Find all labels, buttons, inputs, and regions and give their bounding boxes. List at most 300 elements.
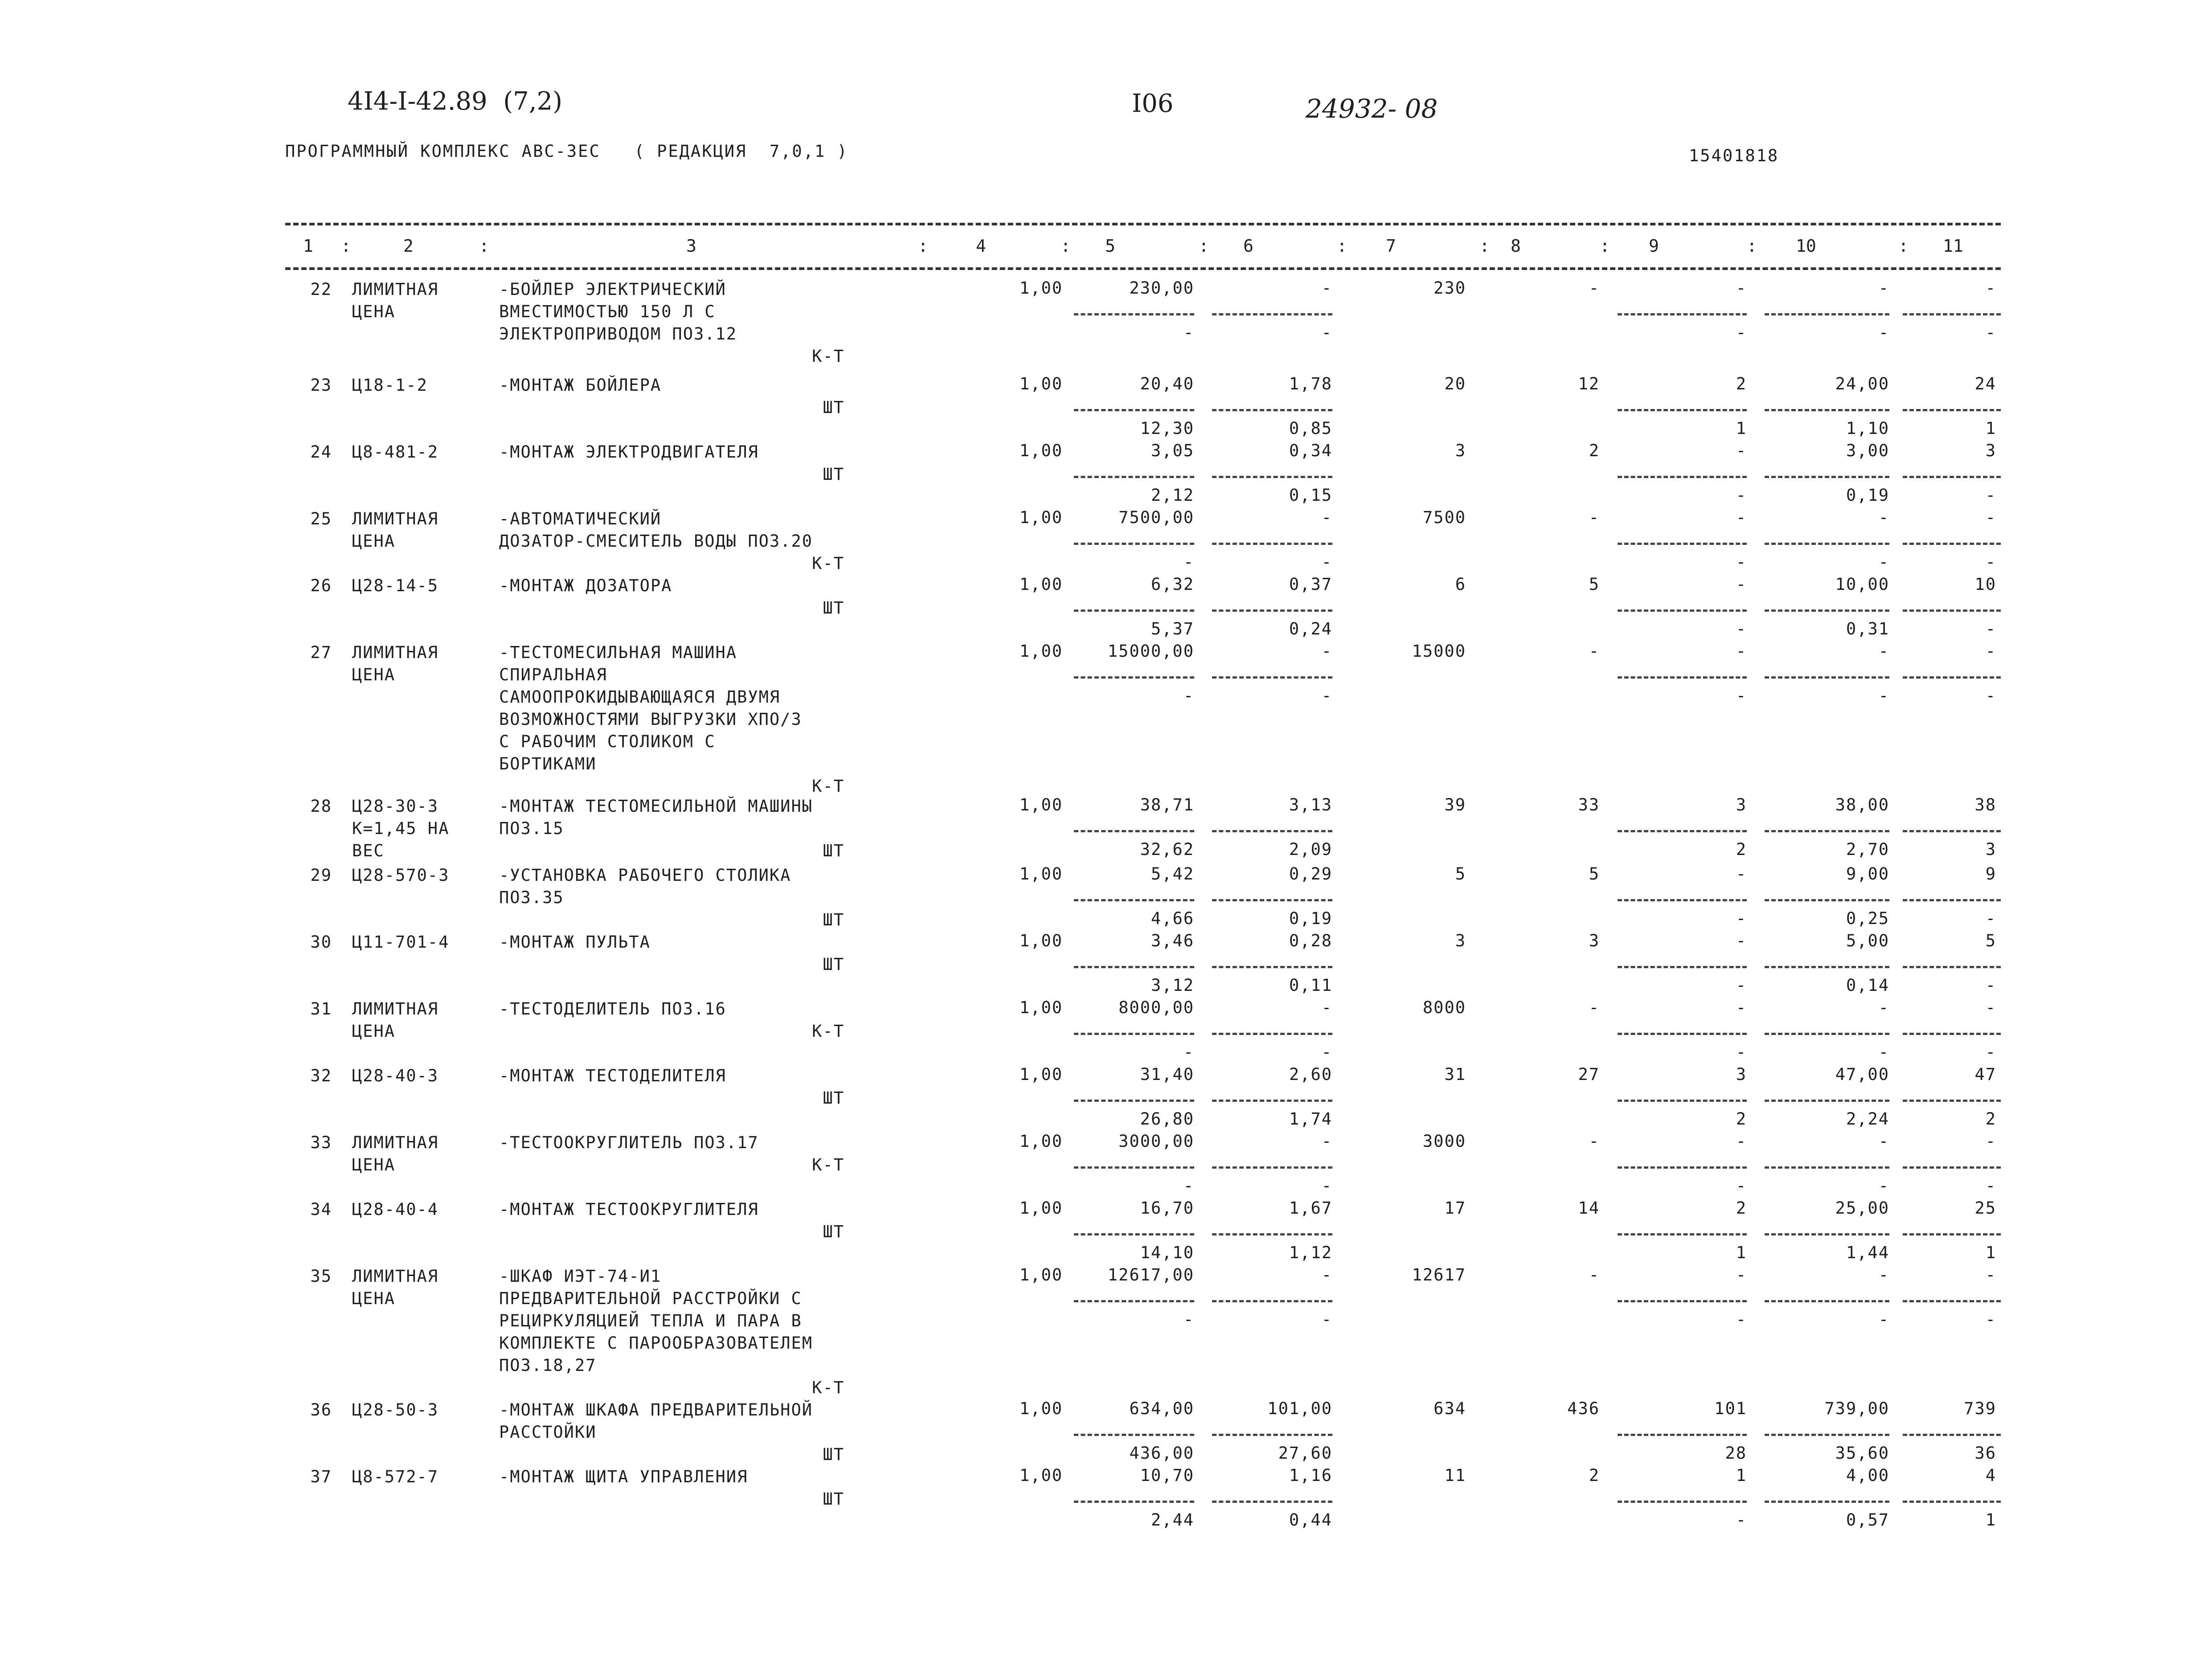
cell-col-10-sub: 1,44	[1846, 1243, 1889, 1262]
row-quantity: 1,00	[1019, 1466, 1063, 1485]
subtotal-rule	[1903, 966, 2001, 968]
cell-col-7: 6	[1455, 575, 1466, 594]
cell-col-10-sub: -	[1878, 686, 1889, 705]
table-header-rule	[285, 267, 2001, 270]
cell-col-7: 634	[1434, 1399, 1466, 1418]
cell-col-11: 47	[1974, 1065, 1996, 1084]
row-description: САМООПРОКИДЫВАЮЩАЯСЯ ДВУМЯ	[499, 687, 781, 707]
row-number: 31	[310, 999, 332, 1018]
column-header-7: 7	[1386, 236, 1396, 256]
cell-col-9: -	[1736, 1132, 1747, 1151]
cell-col-10-sub: 2,24	[1846, 1109, 1889, 1129]
subtotal-rule	[1903, 1300, 2001, 1302]
cell-col-6-sub: -	[1321, 1310, 1332, 1329]
subtotal-rule	[1765, 1166, 1889, 1169]
cell-col-5-sub: 32,62	[1140, 840, 1194, 859]
column-separator: :	[1747, 236, 1757, 256]
subtotal-rule	[1074, 1501, 1194, 1503]
cell-col-11-sub: -	[1985, 486, 1996, 505]
row-quantity: 1,00	[1019, 998, 1063, 1017]
cell-col-11-sub: 1	[1985, 1510, 1996, 1530]
cell-col-10-sub: -	[1878, 1176, 1889, 1195]
cell-col-10-sub: 2,70	[1846, 840, 1889, 859]
cell-col-9: -	[1736, 1265, 1747, 1284]
column-header-9: 9	[1649, 236, 1659, 256]
cell-col-6: -	[1321, 508, 1332, 527]
cell-col-9-sub: -	[1736, 323, 1747, 342]
row-number: 22	[310, 280, 332, 299]
cell-col-10: 25,00	[1835, 1198, 1889, 1218]
cell-col-5: 5,42	[1151, 864, 1194, 883]
cell-col-8: 5	[1589, 864, 1600, 883]
cell-col-11: -	[1985, 1265, 1996, 1284]
row-unit: К-Т	[812, 347, 844, 366]
row-number: 32	[310, 1066, 332, 1085]
row-unit: К-Т	[812, 777, 844, 796]
cell-col-10: -	[1878, 998, 1889, 1017]
cell-col-11: 739	[1964, 1399, 1996, 1418]
row-unit: ШТ	[823, 465, 844, 484]
cell-col-8: 2	[1589, 1466, 1600, 1485]
column-header-8: 8	[1511, 236, 1521, 256]
row-code: ВЕС	[352, 841, 385, 860]
cell-col-8: 33	[1578, 795, 1600, 814]
row-unit: К-Т	[812, 1022, 844, 1041]
cell-col-5: 7500,00	[1118, 508, 1194, 527]
cell-col-6-sub: -	[1321, 1043, 1332, 1062]
page-number: I06	[1132, 89, 1174, 118]
row-description: С РАБОЧИМ СТОЛИКОМ С	[499, 732, 716, 751]
row-code: ЦЕНА	[352, 665, 396, 684]
cell-col-9-sub: -	[1736, 1043, 1747, 1062]
cell-col-6: 2,60	[1289, 1065, 1332, 1084]
subtotal-rule	[1212, 543, 1332, 545]
row-description: РАССТОЙКИ	[499, 1423, 597, 1442]
cell-col-7: 230	[1434, 278, 1466, 298]
cell-col-8: 436	[1567, 1399, 1600, 1418]
cell-col-10-sub: 0,14	[1846, 976, 1889, 995]
cell-col-7: 17	[1444, 1198, 1466, 1218]
cell-col-5: 634,00	[1129, 1399, 1194, 1418]
cell-col-8: -	[1589, 1132, 1600, 1151]
cell-col-5-sub: 26,80	[1140, 1109, 1194, 1129]
row-number: 29	[310, 866, 332, 885]
row-unit: К-Т	[812, 1378, 844, 1397]
column-separator: :	[1898, 236, 1909, 256]
row-description: -МОНТАЖ ТЕСТОМЕСИЛЬНОЙ МАШИНЫ	[499, 797, 813, 816]
subtotal-rule	[1618, 409, 1747, 411]
subtotal-rule	[1212, 899, 1332, 901]
cell-col-9-sub: 2	[1736, 1109, 1747, 1129]
cell-col-10-sub: -	[1878, 552, 1889, 572]
row-number: 25	[310, 509, 332, 528]
cell-col-9: 3	[1736, 1065, 1747, 1084]
row-quantity: 1,00	[1019, 931, 1063, 950]
row-quantity: 1,00	[1019, 795, 1063, 814]
row-number: 35	[310, 1267, 332, 1286]
row-quantity: 1,00	[1019, 642, 1063, 661]
subtotal-rule	[1212, 1434, 1332, 1436]
column-separator: :	[1479, 236, 1490, 256]
row-quantity: 1,00	[1019, 575, 1063, 594]
cell-col-9: -	[1736, 998, 1747, 1017]
cell-col-9-sub: -	[1736, 619, 1747, 638]
cell-col-11: 3	[1985, 441, 1996, 460]
cell-col-5: 3,46	[1151, 931, 1194, 950]
row-description: -МОНТАЖ ШКАФА ПРЕДВАРИТЕЛЬНОЙ	[499, 1400, 813, 1419]
subtotal-rule	[1212, 676, 1332, 679]
cell-col-6-sub: -	[1321, 686, 1332, 705]
row-unit: ШТ	[823, 955, 844, 974]
subtotal-rule	[1903, 830, 2001, 832]
cell-col-5-sub: 5,37	[1151, 619, 1194, 638]
cell-col-10: 4,00	[1846, 1466, 1889, 1485]
cell-col-5-sub: 3,12	[1151, 976, 1194, 995]
row-code: Ц28-50-3	[352, 1400, 439, 1419]
cell-col-11: -	[1985, 508, 1996, 527]
cell-col-9: -	[1736, 278, 1747, 298]
row-unit: ШТ	[823, 398, 844, 417]
subtotal-rule	[1618, 1501, 1747, 1503]
cell-col-11: 38	[1974, 795, 1996, 814]
subtotal-rule	[1903, 1100, 2001, 1102]
cell-col-9: 2	[1736, 374, 1747, 393]
row-quantity: 1,00	[1019, 508, 1063, 527]
row-description: -МОНТАЖ БОЙЛЕРА	[499, 376, 662, 395]
cell-col-6: 1,78	[1289, 374, 1332, 393]
subtotal-rule	[1903, 476, 2001, 478]
cell-col-10: -	[1878, 1132, 1889, 1151]
cell-col-6-sub: 0,15	[1289, 486, 1332, 505]
subtotal-rule	[1618, 1100, 1747, 1102]
cell-col-11-sub: -	[1985, 619, 1996, 638]
row-code: ЛИМИТНАЯ	[352, 999, 439, 1018]
subtotal-rule	[1618, 1434, 1747, 1436]
cell-col-6-sub: 0,85	[1289, 419, 1332, 438]
subtotal-rule	[1074, 1100, 1194, 1102]
row-code: Ц28-40-3	[352, 1066, 439, 1085]
cell-col-9-sub: -	[1736, 486, 1747, 505]
column-separator: :	[1199, 236, 1209, 256]
subtotal-rule	[1765, 476, 1889, 478]
cell-col-10: 10,00	[1835, 575, 1889, 594]
subtotal-rule	[1618, 830, 1747, 832]
subtotal-rule	[1212, 966, 1332, 968]
subtotal-rule	[1765, 1434, 1889, 1436]
cell-col-9: 2	[1736, 1198, 1747, 1218]
cell-col-9: -	[1736, 441, 1747, 460]
row-description: ПОЗ.15	[499, 819, 564, 838]
cell-col-5: 12617,00	[1107, 1265, 1194, 1284]
cell-col-5: 3,05	[1151, 441, 1194, 460]
row-description: ВОЗМОЖНОСТЯМИ ВЫГРУЗКИ ХПО/3	[499, 710, 802, 729]
row-code: К=1,45 НА	[352, 819, 450, 838]
cell-col-6: -	[1321, 1132, 1332, 1151]
cell-col-9: 1	[1736, 1466, 1747, 1485]
row-description: -МОНТАЖ ДОЗАТОРА	[499, 576, 672, 595]
cell-col-9-sub: -	[1736, 1176, 1747, 1195]
cell-col-11-sub: 3	[1985, 840, 1996, 859]
row-description: ВМЕСТИМОСТЬЮ 150 Л С	[499, 302, 716, 321]
subtotal-rule	[1765, 1300, 1889, 1302]
subtotal-rule	[1212, 1501, 1332, 1503]
subtotal-rule	[1903, 1434, 2001, 1436]
row-quantity: 1,00	[1019, 374, 1063, 393]
row-code: Ц8-572-7	[352, 1467, 439, 1486]
cell-col-6: -	[1321, 1265, 1332, 1284]
cell-col-6: -	[1321, 642, 1332, 661]
row-unit: ШТ	[823, 910, 844, 929]
subtotal-rule	[1618, 1033, 1747, 1035]
subtotal-rule	[1765, 1233, 1889, 1235]
cell-col-9-sub: 2	[1736, 840, 1747, 859]
cell-col-9: -	[1736, 508, 1747, 527]
column-header-5: 5	[1105, 236, 1115, 256]
cell-col-6: -	[1321, 278, 1332, 298]
row-number: 37	[310, 1467, 332, 1486]
subtotal-rule	[1074, 899, 1194, 901]
subtotal-rule	[1212, 409, 1332, 411]
row-quantity: 1,00	[1019, 1265, 1063, 1284]
subtotal-rule	[1618, 476, 1747, 478]
cell-col-5: 8000,00	[1118, 998, 1194, 1017]
handwritten-number: 24932- 08	[1306, 94, 1438, 124]
row-description: -МОНТАЖ ПУЛЬТА	[499, 933, 651, 952]
cell-col-10: 3,00	[1846, 441, 1889, 460]
cell-col-10: -	[1878, 508, 1889, 527]
subtotal-rule	[1618, 1233, 1747, 1235]
row-unit: ШТ	[823, 841, 844, 860]
cell-col-5-sub: 12,30	[1140, 419, 1194, 438]
subtotal-rule	[1903, 543, 2001, 545]
cell-col-9: 3	[1736, 795, 1747, 814]
cell-col-6-sub: -	[1321, 323, 1332, 342]
cell-col-9: -	[1736, 931, 1747, 950]
cell-col-9-sub: -	[1736, 686, 1747, 705]
row-description: -МОНТАЖ ТЕСТООКРУГЛИТЕЛЯ	[499, 1200, 759, 1219]
cell-col-8: -	[1589, 278, 1600, 298]
cell-col-11: 10	[1974, 575, 1996, 594]
subtotal-rule	[1903, 609, 2001, 612]
cell-col-7: 12617	[1412, 1265, 1466, 1284]
subtotal-rule	[1765, 899, 1889, 901]
row-code: ЦЕНА	[352, 1155, 396, 1174]
row-description: БОРТИКАМИ	[499, 754, 597, 773]
row-quantity: 1,00	[1019, 1399, 1063, 1418]
subtotal-rule	[1618, 543, 1747, 545]
cell-col-11: 4	[1985, 1466, 1996, 1485]
column-header-6: 6	[1243, 236, 1253, 256]
row-description: ПОЗ.35	[499, 888, 564, 907]
row-description: -АВТОМАТИЧЕСКИЙ	[499, 509, 662, 528]
subtotal-rule	[1903, 313, 2001, 315]
cell-col-10-sub: 1,10	[1846, 419, 1889, 438]
cell-col-11-sub: -	[1985, 323, 1996, 342]
subtotal-rule	[1074, 476, 1194, 478]
cell-col-11-sub: 2	[1985, 1109, 1996, 1129]
cell-col-7: 7500	[1422, 508, 1466, 527]
row-description: -ТЕСТООКРУГЛИТЕЛЬ ПОЗ.17	[499, 1133, 759, 1152]
column-separator: :	[341, 236, 351, 256]
cell-col-5: 20,40	[1140, 374, 1194, 393]
subtotal-rule	[1765, 409, 1889, 411]
cell-col-7: 11	[1444, 1466, 1466, 1485]
cell-col-11: -	[1985, 998, 1996, 1017]
cell-col-6: 0,29	[1289, 864, 1332, 883]
column-header-11: 11	[1943, 236, 1963, 256]
row-code: ЛИМИТНАЯ	[352, 643, 439, 662]
cell-col-5: 6,32	[1151, 575, 1194, 594]
column-separator: :	[479, 236, 489, 256]
row-number: 30	[310, 933, 332, 952]
row-code: ЛИМИТНАЯ	[352, 1267, 439, 1286]
cell-col-6-sub: 0,11	[1289, 976, 1332, 995]
subtotal-rule	[1212, 1100, 1332, 1102]
subtotal-rule	[1074, 1033, 1194, 1035]
subtotal-rule	[1074, 409, 1194, 411]
cell-col-10: 739,00	[1824, 1399, 1889, 1418]
cell-col-6: 0,34	[1289, 441, 1332, 460]
cell-col-11-sub: -	[1985, 909, 1996, 928]
row-code: ЦЕНА	[352, 1022, 396, 1041]
cell-col-7: 8000	[1422, 998, 1466, 1017]
cell-col-5: 38,71	[1140, 795, 1194, 814]
doc-code: 4I4-I-42.89 (7,2)	[348, 87, 563, 116]
cell-col-6-sub: 0,44	[1289, 1510, 1332, 1530]
cell-col-6: 0,28	[1289, 931, 1332, 950]
cell-col-10: -	[1878, 278, 1889, 298]
cell-col-9-sub: 28	[1725, 1444, 1747, 1463]
row-description: КОМПЛЕКТЕ С ПАРООБРАЗОВАТЕЛЕМ	[499, 1333, 813, 1353]
table-top-rule	[285, 223, 2001, 225]
column-header-4: 4	[976, 236, 986, 256]
row-unit: ШТ	[823, 1088, 844, 1108]
cell-col-11: -	[1985, 278, 1996, 298]
cell-col-6-sub: 1,12	[1289, 1243, 1332, 1262]
row-number: 27	[310, 643, 332, 662]
cell-col-6: 1,16	[1289, 1466, 1332, 1485]
row-code: Ц28-40-4	[352, 1200, 439, 1219]
row-code: Ц28-14-5	[352, 576, 439, 595]
row-description: -ТЕСТОДЕЛИТЕЛЬ ПОЗ.16	[499, 999, 726, 1018]
row-number: 28	[310, 797, 332, 816]
cell-col-11: -	[1985, 642, 1996, 661]
cell-col-9: -	[1736, 642, 1747, 661]
row-description: ДОЗАТОР-СМЕСИТЕЛЬ ВОДЫ ПОЗ.20	[499, 532, 813, 551]
row-description: ПРЕДВАРИТЕЛЬНОЙ РАССТРОЙКИ С	[499, 1289, 802, 1308]
cell-col-8: 14	[1578, 1198, 1600, 1218]
subtotal-rule	[1765, 609, 1889, 612]
subtotal-rule	[1903, 899, 2001, 901]
cell-col-11: 5	[1985, 931, 1996, 950]
cell-col-5-sub: -	[1183, 552, 1194, 572]
cell-col-10: 9,00	[1846, 864, 1889, 883]
column-separator: :	[918, 236, 928, 256]
cell-col-6: 1,67	[1289, 1198, 1332, 1218]
cell-col-6-sub: -	[1321, 552, 1332, 572]
cell-col-9-sub: -	[1736, 1510, 1747, 1530]
cell-col-11-sub: -	[1985, 1310, 1996, 1329]
cell-col-5: 31,40	[1140, 1065, 1194, 1084]
row-description: РЕЦИРКУЛЯЦИЕЙ ТЕПЛА И ПАРА В	[499, 1311, 802, 1330]
subtotal-rule	[1765, 966, 1889, 968]
row-quantity: 1,00	[1019, 278, 1063, 298]
program-title: ПРОГРАММНЫЙ КОМПЛЕКС АВС-3ЕС ( РЕДАКЦИЯ 7,0,1 )	[285, 142, 848, 161]
cell-col-8: -	[1589, 642, 1600, 661]
subtotal-rule	[1212, 1233, 1332, 1235]
subtotal-rule	[1212, 1166, 1332, 1169]
cell-col-7: 3	[1455, 931, 1466, 950]
cell-col-11-sub: 1	[1985, 419, 1996, 438]
row-unit: К-Т	[812, 554, 844, 573]
row-number: 24	[310, 442, 332, 462]
row-description: -МОНТАЖ ЭЛЕКТРОДВИГАТЕЛЯ	[499, 442, 759, 462]
row-unit: ШТ	[823, 1489, 844, 1509]
column-header-1: 1	[303, 236, 313, 256]
row-description: -ТЕСТОМЕСИЛЬНАЯ МАШИНА	[499, 643, 737, 662]
cell-col-10-sub: 0,19	[1846, 486, 1889, 505]
code-right: 15401818	[1689, 146, 1779, 165]
row-description: -УСТАНОВКА РАБОЧЕГО СТОЛИКА	[499, 866, 791, 885]
cell-col-9-sub: -	[1736, 976, 1747, 995]
row-code: Ц28-570-3	[352, 866, 450, 885]
cell-col-7: 20	[1444, 374, 1466, 393]
subtotal-rule	[1074, 1233, 1194, 1235]
cell-col-9-sub: 1	[1736, 1243, 1747, 1262]
row-description: -МОНТАЖ ЩИТА УПРАВЛЕНИЯ	[499, 1467, 748, 1486]
subtotal-rule	[1903, 676, 2001, 679]
cell-col-11: 25	[1974, 1198, 1996, 1218]
cell-col-10-sub: 35,60	[1835, 1444, 1889, 1463]
cell-col-10-sub: 0,31	[1846, 619, 1889, 638]
cell-col-10: 38,00	[1835, 795, 1889, 814]
cell-col-7: 31	[1444, 1065, 1466, 1084]
cell-col-6-sub: 0,19	[1289, 909, 1332, 928]
row-description: ПОЗ.18,27	[499, 1356, 597, 1375]
cell-col-6: -	[1321, 998, 1332, 1017]
cell-col-5: 15000,00	[1107, 642, 1194, 661]
cell-col-11: -	[1985, 1132, 1996, 1151]
cell-col-9: -	[1736, 575, 1747, 594]
subtotal-rule	[1765, 1100, 1889, 1102]
subtotal-rule	[1903, 409, 2001, 411]
cell-col-5-sub: 14,10	[1140, 1243, 1194, 1262]
subtotal-rule	[1212, 1033, 1332, 1035]
row-number: 26	[310, 576, 332, 595]
cell-col-5-sub: 4,66	[1151, 909, 1194, 928]
subtotal-rule	[1074, 1300, 1194, 1302]
cell-col-11-sub: 1	[1985, 1243, 1996, 1262]
subtotal-rule	[1074, 966, 1194, 968]
cell-col-8: -	[1589, 1265, 1600, 1284]
cell-col-10-sub: 0,25	[1846, 909, 1889, 928]
subtotal-rule	[1074, 830, 1194, 832]
subtotal-rule	[1618, 313, 1747, 315]
cell-col-8: 12	[1578, 374, 1600, 393]
row-number: 33	[310, 1133, 332, 1152]
subtotal-rule	[1618, 609, 1747, 612]
cell-col-6-sub: 2,09	[1289, 840, 1332, 859]
row-number: 34	[310, 1200, 332, 1219]
cell-col-5: 3000,00	[1118, 1132, 1194, 1151]
row-description: -МОНТАЖ ТЕСТОДЕЛИТЕЛЯ	[499, 1066, 726, 1085]
cell-col-7: 39	[1444, 795, 1466, 814]
cell-col-10-sub: -	[1878, 323, 1889, 342]
row-unit: ШТ	[823, 598, 844, 618]
subtotal-rule	[1212, 313, 1332, 315]
row-description: СПИРАЛЬНАЯ	[499, 665, 607, 684]
subtotal-rule	[1765, 830, 1889, 832]
